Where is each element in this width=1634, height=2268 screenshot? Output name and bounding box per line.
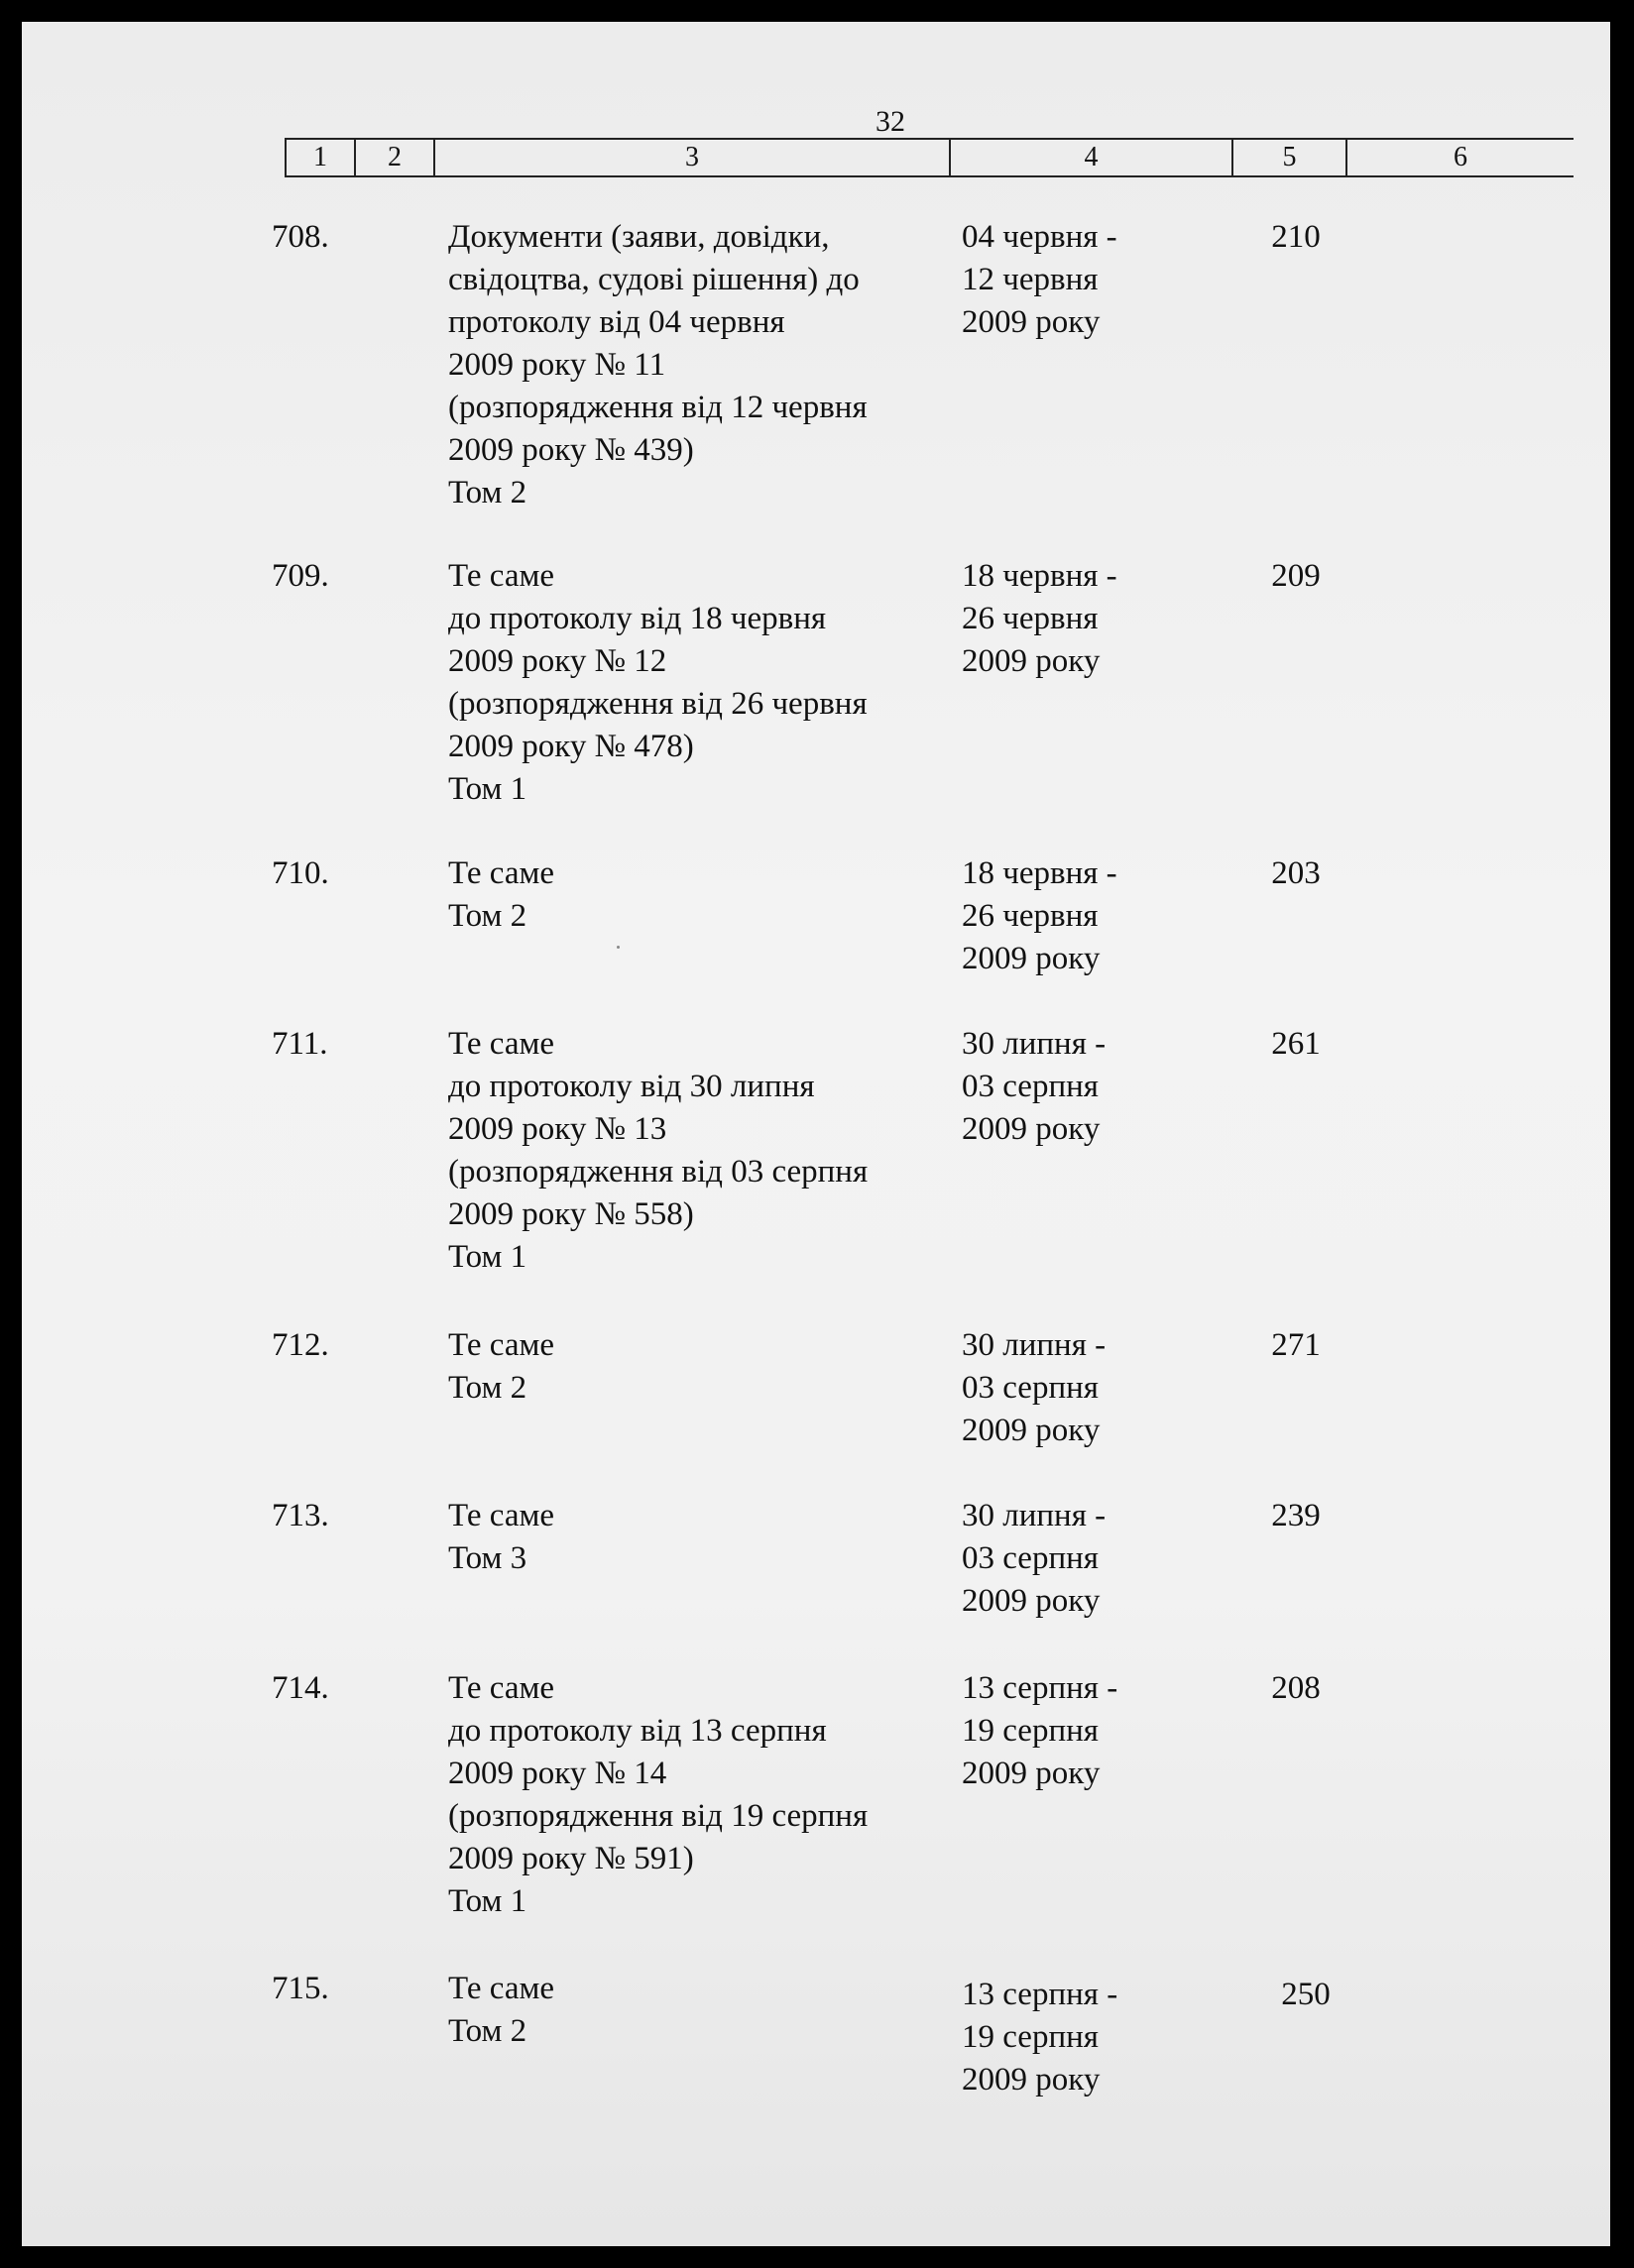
date-line: 2009 року	[962, 643, 1101, 679]
date-line: 18 червня -	[962, 558, 1117, 594]
date-line: 30 липня -	[962, 1327, 1107, 1363]
paper-speck	[617, 946, 620, 949]
description-line: Том 1	[448, 1239, 527, 1275]
entry-sheet-count: 203	[1271, 855, 1321, 891]
date-line: 13 серпня -	[962, 1977, 1118, 2012]
description-line: 2009 року № 558)	[448, 1196, 694, 1232]
description-line: 2009 року № 591)	[448, 1841, 694, 1876]
description-line: (розпорядження від 12 червня	[448, 390, 868, 425]
date-line: 03 серпня	[962, 1069, 1099, 1104]
entry-description	[448, 1324, 964, 1410]
column-header-1: 1	[285, 140, 354, 175]
description-line: Те саме	[448, 1670, 555, 1706]
date-line: 2009 року	[962, 941, 1101, 976]
description-line: Те саме	[448, 855, 555, 891]
entry-number: 712.	[272, 1327, 329, 1363]
entry-number: 709.	[272, 558, 329, 594]
date-line: 30 липня -	[962, 1498, 1107, 1533]
date-line: 19 серпня	[962, 1713, 1099, 1749]
entry-description	[448, 1495, 964, 1580]
date-line: 26 червня	[962, 601, 1099, 636]
page-number: 32	[875, 105, 905, 138]
description-line: (розпорядження від 03 серпня	[448, 1154, 869, 1190]
entry-dates	[962, 555, 1190, 683]
column-header-2: 2	[354, 140, 433, 175]
entry-dates	[962, 1974, 1190, 2101]
column-header-5: 5	[1231, 140, 1345, 175]
description-line: до протоколу від 30 липня	[448, 1069, 815, 1104]
description-line: Том 2	[448, 2013, 527, 2049]
column-header-4: 4	[949, 140, 1231, 175]
description-line: свідоцтва, судові рішення) до	[448, 262, 860, 297]
entry-number: 715.	[272, 1971, 329, 2006]
description-line: Те саме	[448, 1327, 555, 1363]
description-line: до протоколу від 13 серпня	[448, 1713, 827, 1749]
date-line: 19 серпня	[962, 2019, 1099, 2055]
entry-description	[448, 852, 964, 938]
date-line: 18 червня -	[962, 855, 1117, 891]
entry-dates	[962, 1324, 1190, 1452]
date-line: 03 серпня	[962, 1540, 1099, 1576]
description-line: протоколу від 04 червня	[448, 304, 785, 340]
description-line: 2009 року № 14	[448, 1756, 667, 1791]
entry-description	[448, 555, 964, 811]
description-line: Те саме	[448, 1026, 555, 1062]
description-line: 2009 року № 439)	[448, 432, 694, 468]
description-line: (розпорядження від 19 серпня	[448, 1798, 869, 1834]
description-line: Том 1	[448, 771, 527, 807]
column-header-6: 6	[1345, 140, 1574, 175]
description-line: (розпорядження від 26 червня	[448, 686, 868, 722]
entry-sheet-count: 210	[1271, 219, 1321, 255]
entry-number: 708.	[272, 219, 329, 255]
entry-sheet-count: 261	[1271, 1026, 1321, 1062]
date-line: 2009 року	[962, 2062, 1101, 2098]
description-line: Том 2	[448, 1370, 527, 1406]
description-line: 2009 року № 11	[448, 347, 666, 383]
column-header-3: 3	[433, 140, 949, 175]
entry-number: 714.	[272, 1670, 329, 1706]
date-line: 03 серпня	[962, 1370, 1099, 1406]
description-line: 2009 року № 478)	[448, 729, 694, 764]
column-header-table	[285, 138, 1574, 177]
description-line: Том 1	[448, 1883, 527, 1919]
description-line: Документи (заяви, довідки,	[448, 219, 830, 255]
entry-dates	[962, 1495, 1190, 1623]
entry-sheet-count: 239	[1271, 1498, 1321, 1533]
entry-sheet-count: 250	[1281, 1977, 1331, 2012]
description-line: Том 2	[448, 475, 527, 510]
entry-number: 711.	[272, 1026, 328, 1062]
entry-sheet-count: 209	[1271, 558, 1321, 594]
date-line: 2009 року	[962, 1111, 1101, 1147]
entry-description	[448, 1968, 964, 2053]
entry-sheet-count: 271	[1271, 1327, 1321, 1363]
entry-description	[448, 1023, 964, 1279]
date-line: 04 червня -	[962, 219, 1117, 255]
entry-description	[448, 216, 964, 514]
description-line: Те саме	[448, 1498, 555, 1533]
entry-dates	[962, 1667, 1190, 1795]
entry-dates	[962, 852, 1190, 980]
description-line: Те саме	[448, 1971, 555, 2006]
description-line: 2009 року № 12	[448, 643, 667, 679]
date-line: 2009 року	[962, 1583, 1101, 1619]
description-line: Том 2	[448, 898, 527, 934]
date-line: 2009 року	[962, 304, 1101, 340]
entry-dates	[962, 216, 1190, 344]
date-line: 12 червня	[962, 262, 1099, 297]
date-line: 30 липня -	[962, 1026, 1107, 1062]
description-line: Том 3	[448, 1540, 527, 1576]
description-line: 2009 року № 13	[448, 1111, 667, 1147]
entry-sheet-count: 208	[1271, 1670, 1321, 1706]
date-line: 13 серпня -	[962, 1670, 1118, 1706]
description-line: до протоколу від 18 червня	[448, 601, 827, 636]
entry-dates	[962, 1023, 1190, 1151]
document-page	[22, 22, 1610, 2246]
entry-description	[448, 1667, 964, 1923]
date-line: 26 червня	[962, 898, 1099, 934]
entry-number: 710.	[272, 855, 329, 891]
date-line: 2009 року	[962, 1756, 1101, 1791]
entry-number: 713.	[272, 1498, 329, 1533]
description-line: Те саме	[448, 558, 555, 594]
date-line: 2009 року	[962, 1413, 1101, 1448]
